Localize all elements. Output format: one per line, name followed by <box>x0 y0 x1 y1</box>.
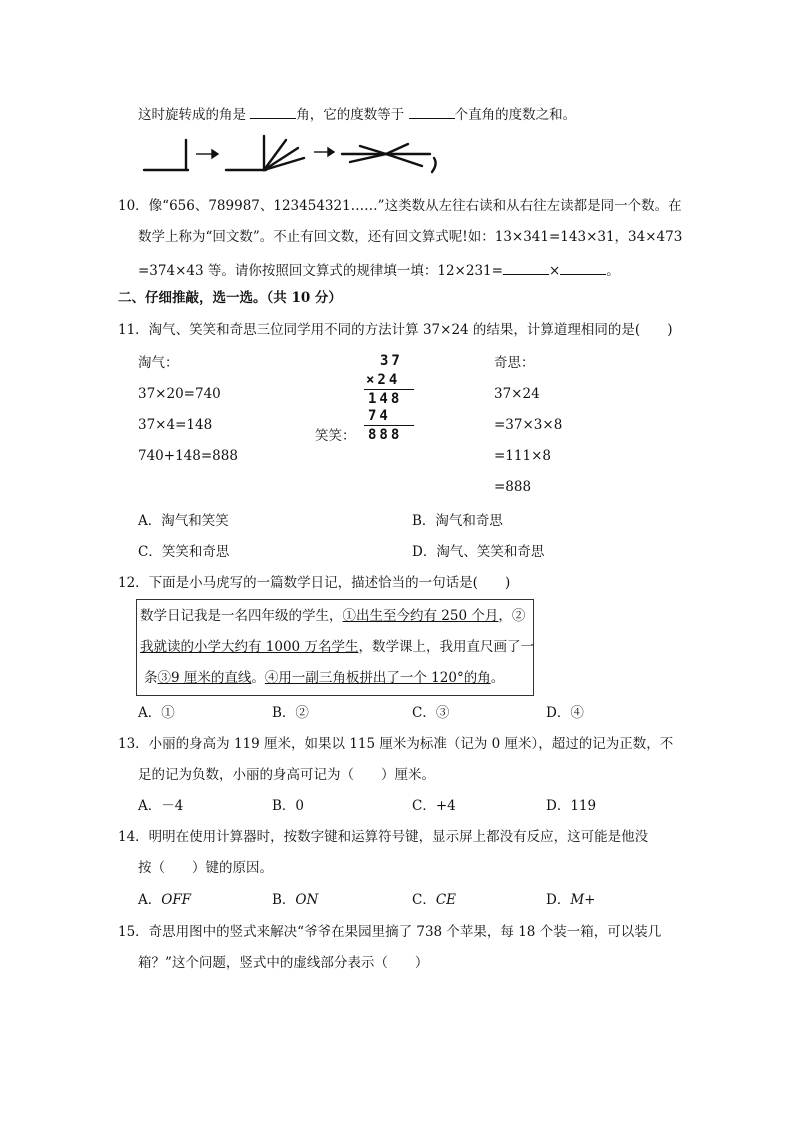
diary-line-2 <box>140 641 534 655</box>
q10-blank-2[interactable] <box>560 262 606 275</box>
q11-option-c[interactable]: C．笑笑和奇思 <box>138 544 230 560</box>
vm-top: 37 <box>380 353 403 369</box>
q11-option-d[interactable]: D．淘气、笑笑和奇思 <box>412 544 545 560</box>
rotation-figure <box>138 128 458 178</box>
section-2-title: 二、仔细推敲，选一选。（共 10 分） <box>118 290 342 306</box>
q14-option-b[interactable] <box>272 894 318 908</box>
vm-multiplier: ×24 <box>366 372 401 388</box>
q9-text-a: 这时旋转成的角是 <box>138 107 246 123</box>
q13-line-1: 13．小丽的身高为 119 厘米，如果以 115 厘米为标准（记为 0 厘米），超过的记为正数，不 <box>118 736 674 752</box>
xiaoxiao-label: 笑笑： <box>315 428 356 444</box>
q13-option-c[interactable]: C．+4 <box>412 798 456 814</box>
diary-line-3-c: 。 <box>251 670 265 686</box>
q11-option-b[interactable]: B．淘气和奇思 <box>412 513 503 529</box>
diary-line-3-e: 。 <box>490 670 505 686</box>
q13-line-2: 足的记为负数，小丽的身高可记为（ ）厘米。 <box>138 767 435 783</box>
qisi-line-4: =888 <box>494 479 532 495</box>
q10-line-3-a: =374×43 等。请你按照回文算式的规律填一填：12×231= <box>138 263 503 279</box>
vm-partial-1: 148 <box>368 391 403 407</box>
q9-text-b: 角，它的度数等于 <box>296 107 405 123</box>
taoqi-label: 淘气： <box>138 355 179 371</box>
q13-option-d[interactable]: D．119 <box>546 798 597 814</box>
vm-line-2 <box>364 425 414 426</box>
q14-option-a[interactable] <box>138 894 191 908</box>
qisi-line-3: =111×8 <box>494 448 551 464</box>
diary-line-3-a: 条 <box>144 670 158 686</box>
q13-option-a[interactable]: A．－4 <box>138 798 184 814</box>
qisi-label: 奇思： <box>494 355 535 371</box>
diary-line-2-b: ，数学课上，我用直尺画了一 <box>358 639 534 655</box>
q10-times: × <box>548 263 561 279</box>
qisi-line-2: =37×3×8 <box>494 417 563 433</box>
q9-text <box>138 106 576 123</box>
diary-line-1 <box>140 610 525 624</box>
taoqi-line-1: 37×20=740 <box>138 386 221 402</box>
q12-option-d[interactable]: D．④ <box>546 705 584 721</box>
q12-option-a[interactable]: A．① <box>138 705 175 721</box>
taoqi-line-3: 740+148=888 <box>138 448 238 464</box>
q12-stem: 12．下面是小马虎写的一篇数学日记，描述恰当的一句话是( ) <box>118 575 511 591</box>
q10-line-3 <box>138 262 620 279</box>
diary-sentence-4: ④用一副三角板拼出了一个 120°的角 <box>264 670 491 686</box>
q14-option-c-key: CE <box>435 892 457 908</box>
diary-line-3 <box>144 672 504 686</box>
q12-option-c[interactable]: C．③ <box>412 705 450 721</box>
q14-option-b-key: ON <box>295 892 319 908</box>
diary-line-1-c: ，② <box>498 608 526 624</box>
q14-option-b-prefix: B． <box>272 892 296 908</box>
q15-line-2: 箱？”这个问题，竖式中的虚线部分表示（ ） <box>138 955 429 971</box>
q14-line-2: 按（ ）键的原因。 <box>138 860 273 876</box>
vm-partial-2: 74 <box>368 408 391 424</box>
q10-blank-1[interactable] <box>503 262 549 275</box>
q14-option-a-prefix: A． <box>138 892 162 908</box>
q14-option-d[interactable] <box>546 894 595 908</box>
vm-line-1 <box>364 389 414 390</box>
q9-blank-2[interactable] <box>409 106 455 119</box>
taoqi-line-2: 37×4=148 <box>138 417 213 433</box>
diary-sentence-3: ③9 厘米的直线 <box>157 670 252 686</box>
q11-option-a[interactable]: A．淘气和笑笑 <box>138 513 229 529</box>
q14-option-c[interactable] <box>412 894 456 908</box>
q15-line-1: 15．奇思用图中的竖式来解决“爷爷在果园里摘了 738 个苹果，每 18 个装一箱，可以装几 <box>118 924 662 940</box>
q14-option-d-key: M+ <box>570 892 596 908</box>
q14-line-1: 14．明明在使用计算器时，按数字键和运算符号键，显示屏上都没有反应，这可能是他没 <box>118 829 649 845</box>
q9-blank-1[interactable] <box>250 106 296 119</box>
q13-option-b[interactable]: B．0 <box>272 798 305 814</box>
q12-option-b[interactable]: B．② <box>272 705 309 721</box>
diary-sentence-2: 我就读的小学大约有 1000 万名学生 <box>140 639 359 655</box>
q10-line-2: 数学上称为“回文数”。不止有回文数，还有回文算式呢!如：13×341=143×31，34×473 <box>138 229 683 245</box>
q14-option-c-prefix: C． <box>412 892 436 908</box>
q9-text-c: 个直角的度数之和。 <box>454 107 577 123</box>
vm-result: 888 <box>368 427 403 443</box>
q11-stem: 11．淘气、笑笑和奇思三位同学用不同的方法计算 37×24 的结果，计算道理相同的是( ) <box>118 322 673 338</box>
diary-sentence-1: ①出生至今约有 250 个月 <box>342 608 499 624</box>
q14-option-d-prefix: D． <box>546 892 571 908</box>
diary-line-1-a: 数学日记我是一名四年级的学生， <box>140 608 343 624</box>
q14-option-a-key: OFF <box>161 892 192 908</box>
q10-line-1: 10．像“656、789987、123454321……”这类数从左往右读和从右往左读都是同一个数。在 <box>118 198 682 214</box>
qisi-line-1: 37×24 <box>494 386 540 402</box>
q10-line-3-c: 。 <box>606 263 620 279</box>
